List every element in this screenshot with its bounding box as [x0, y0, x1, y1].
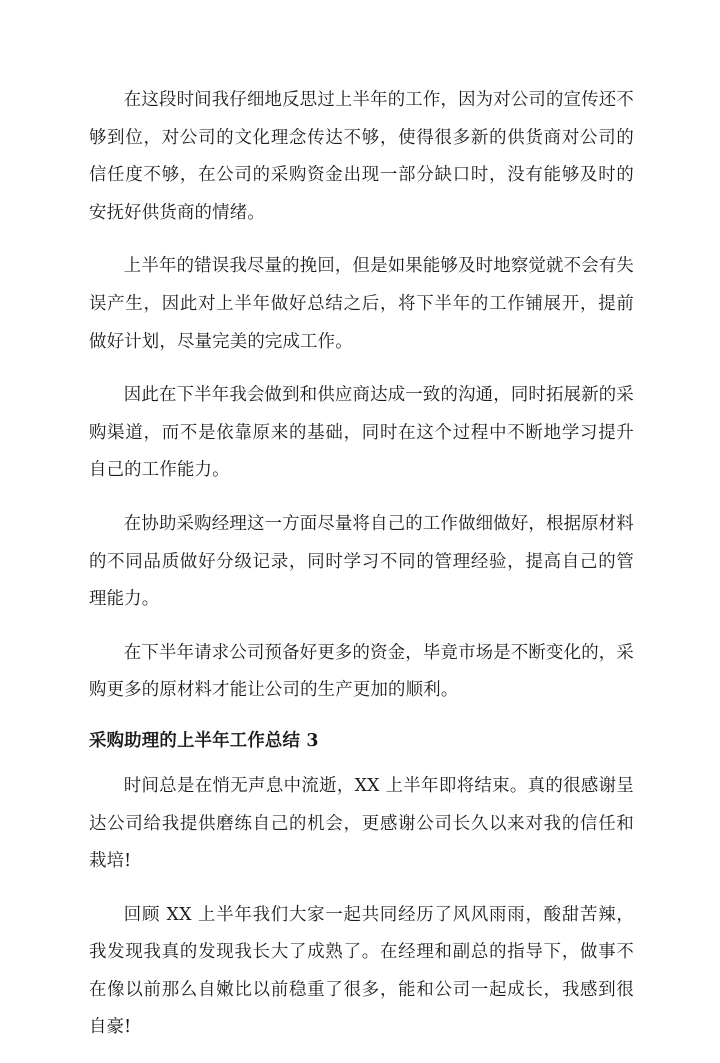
paragraph-gratitude: 时间总是在悄无声息中流逝，XX 上半年即将结束。真的很感谢呈达公司给我提供磨练自己的机会，更感谢公司长久以来对我的信任和栽培!: [89, 775, 634, 872]
paragraph-reflection: 在这段时间我仔细地反思过上半年的工作，因为对公司的宣传还不够到位，对公司的文化理念传达不够，使得很多新的供货商对公司的信任度不够，在公司的采购资金出现一部分缺口时，没有能够及时的安抚好供货商的情绪。: [89, 90, 634, 223]
paragraph-supplier-plan: 因此在下半年我会做到和供应商达成一致的沟通，同时拓展新的采购渠道，而不是依靠原来的基础，同时在这个过程中不断地学习提升自己的工作能力。: [89, 385, 634, 481]
paragraph-assist-manager: 在协助采购经理这一方面尽量将自己的工作做细做好，根据原材料的不同品质做好分级记录，同时学习不同的管理经验，提高自己的管理能力。: [89, 513, 634, 610]
section-heading: 采购助理的上半年工作总结 3: [89, 730, 319, 751]
paragraph-correction: 上半年的错误我尽量的挽回，但是如果能够及时地察觉就不会有失误产生，因此对上半年做好总结之后，将下半年的工作铺展开，提前做好计划，尽量完美的完成工作。: [89, 256, 634, 352]
paragraph-review: 回顾 XX 上半年我们大家一起共同经历了风风雨雨，酸甜苦辣，我发现我真的发现我长大了成熟了。在经理和副总的指导下，做事不在像以前那么自嫩比以前稳重了很多，能和公司一起成长，我感到很自豪!: [89, 904, 634, 1038]
document-body: [89, 82, 634, 1063]
paragraph-funding-request: 在下半年请求公司预备好更多的资金，毕竟市场是不断变化的，采购更多的原材料才能让公司的生产更加的顺利。: [89, 642, 634, 701]
